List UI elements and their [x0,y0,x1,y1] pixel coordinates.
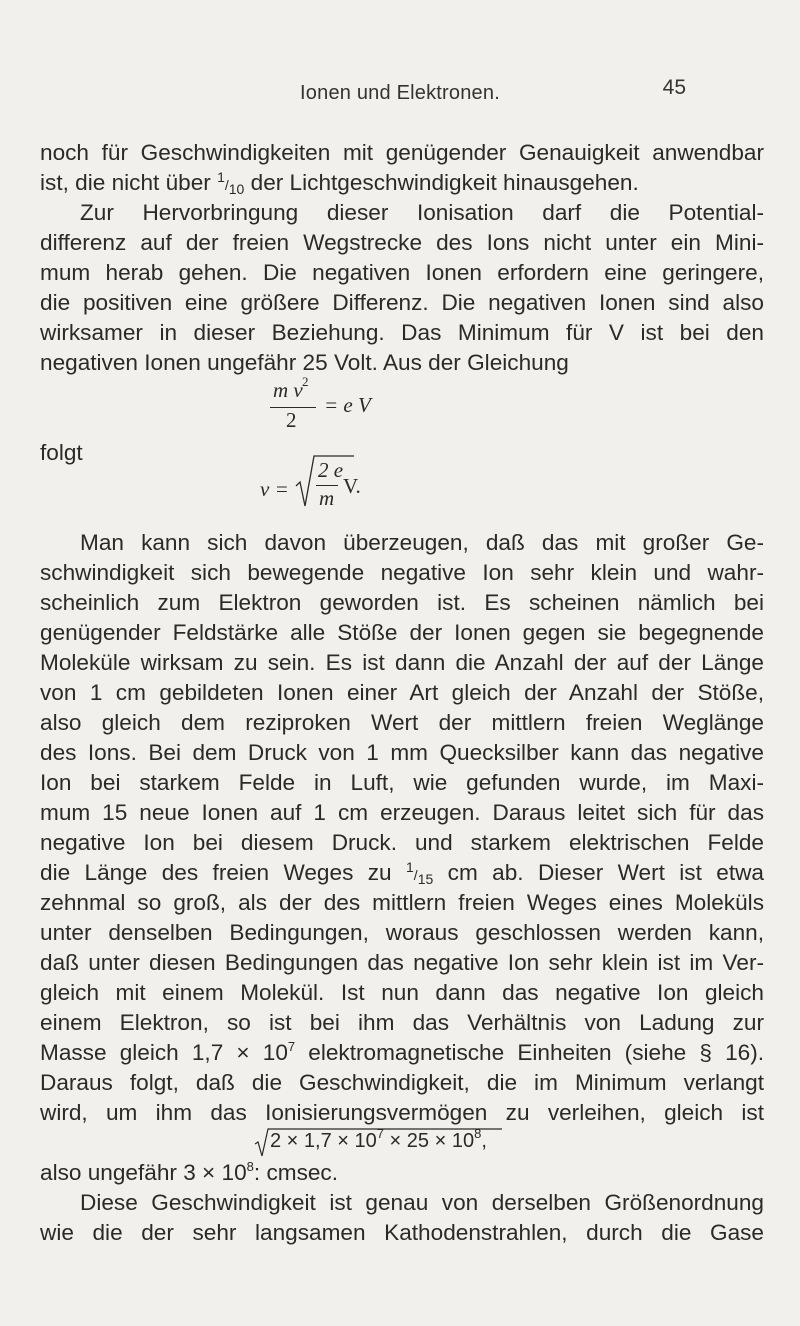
text-line: daß unter diesen Bedingungen das negative Ion sehr klein ist im Ver- [40,950,764,975]
text-line: ist, die nicht über 1/10 der Lichtgeschwindigkeit hinausgehen. [40,169,639,197]
text-line: mum 15 neue Ionen auf 1 cm erzeugen. Daraus leitet sich für das [40,800,764,825]
text-line: schwindigkeit sich bewegende negative Ion sehr klein und wahr- [40,560,764,585]
text-line: genügender Feldstärke alle Stöße der Ionen gegen sie begegnende [40,620,764,645]
text-line: mum herab gehen. Die negativen Ionen erfordern eine geringere, [40,260,764,285]
folgt-label: folgt [40,440,83,465]
text-line: die Länge des freien Weges zu 1/15 cm ab. Dieser Wert ist etwa [40,859,764,887]
text-line: negativen Ionen ungefähr 25 Volt. Aus der Gleichung [40,350,569,375]
text-line: wirksamer in dieser Beziehung. Das Minimum für V ist bei den [40,320,764,345]
text-line: Daraus folgt, daß die Geschwindigkeit, die im Minimum verlangt [40,1070,764,1095]
fraction-one-tenth: 1/10 [217,169,245,197]
text-line: Man kann sich davon überzeugen, daß das mit großer Ge- [80,530,764,555]
text-line: scheinlich zum Elektron geworden ist. Es scheinen nämlich bei [40,590,764,615]
text-line: von 1 cm gebildeten Ionen einer Art gleich der Anzahl der Stöße, [40,680,764,705]
text-line: die positiven eine größere Differenz. Die negativen Ionen sind also [40,290,764,315]
text-line: Ion bei starkem Felde in Luft, wie gefunden wurde, im Maxi- [40,770,764,795]
equation-energy: m v 2 2 = e V [270,378,410,438]
text-line: also ungefähr $3 \times 10^8$: cmsec. [40,1159,338,1185]
text-line: gleich mit einem Molekül. Ist nun dann das negative Ion gleich [40,980,764,1005]
running-title: Ionen und Elektronen. [300,82,500,104]
text-line: Zur Hervorbringung dieser Ionisation darf die Potential- [80,200,764,225]
equation-velocity: v = 2 e m V. [260,454,420,524]
text-line: zehnmal so groß, als der des mittlern freien Weges eines Moleküls [40,890,764,915]
text-line: Moleküle wirksam zu sein. Es ist dann die Anzahl der auf der Länge [40,650,764,675]
text-line: wie die der sehr langsamen Kathodenstrahlen, durch die Gase [40,1220,764,1245]
text-line: unter denselben Bedingungen, woraus geschlossen werden kann, [40,920,764,945]
text-line: differenz auf der freien Wegstrecke des Ions nicht unter ein Mini- [40,230,764,255]
text-line: wird, um ihm das Ionisierungsvermögen zu verleihen, gleich ist [40,1100,764,1125]
page-number: 45 [662,76,686,99]
equation-velocity-value: $2 \times 1,7 \times 10^7 \times 25 \times 10^8$, [254,1126,554,1160]
text-line: noch für Geschwindigkeiten mit genügender Genauigkeit anwendbar [40,140,764,165]
text-line: Masse gleich $1,7 \times 10^7$ elektromagnetische Einheiten (siehe § 16). [40,1039,765,1065]
text-line: also gleich dem reziproken Wert der mittlern freien Weglänge [40,710,764,735]
page-header [0,76,800,106]
text-line: negative Ion bei diesem Druck. und starkem elektrischen Felde [40,830,764,855]
fraction-one-fifteenth: 1/15 [406,859,434,887]
text-line: des Ions. Bei dem Druck von 1 mm Quecksilber kann das negative [40,740,764,765]
text-line: einem Elektron, so ist bei ihm das Verhältnis von Ladung zur [40,1010,764,1035]
text-line: Diese Geschwindigkeit ist genau von derselben Größenordnung [80,1190,764,1215]
